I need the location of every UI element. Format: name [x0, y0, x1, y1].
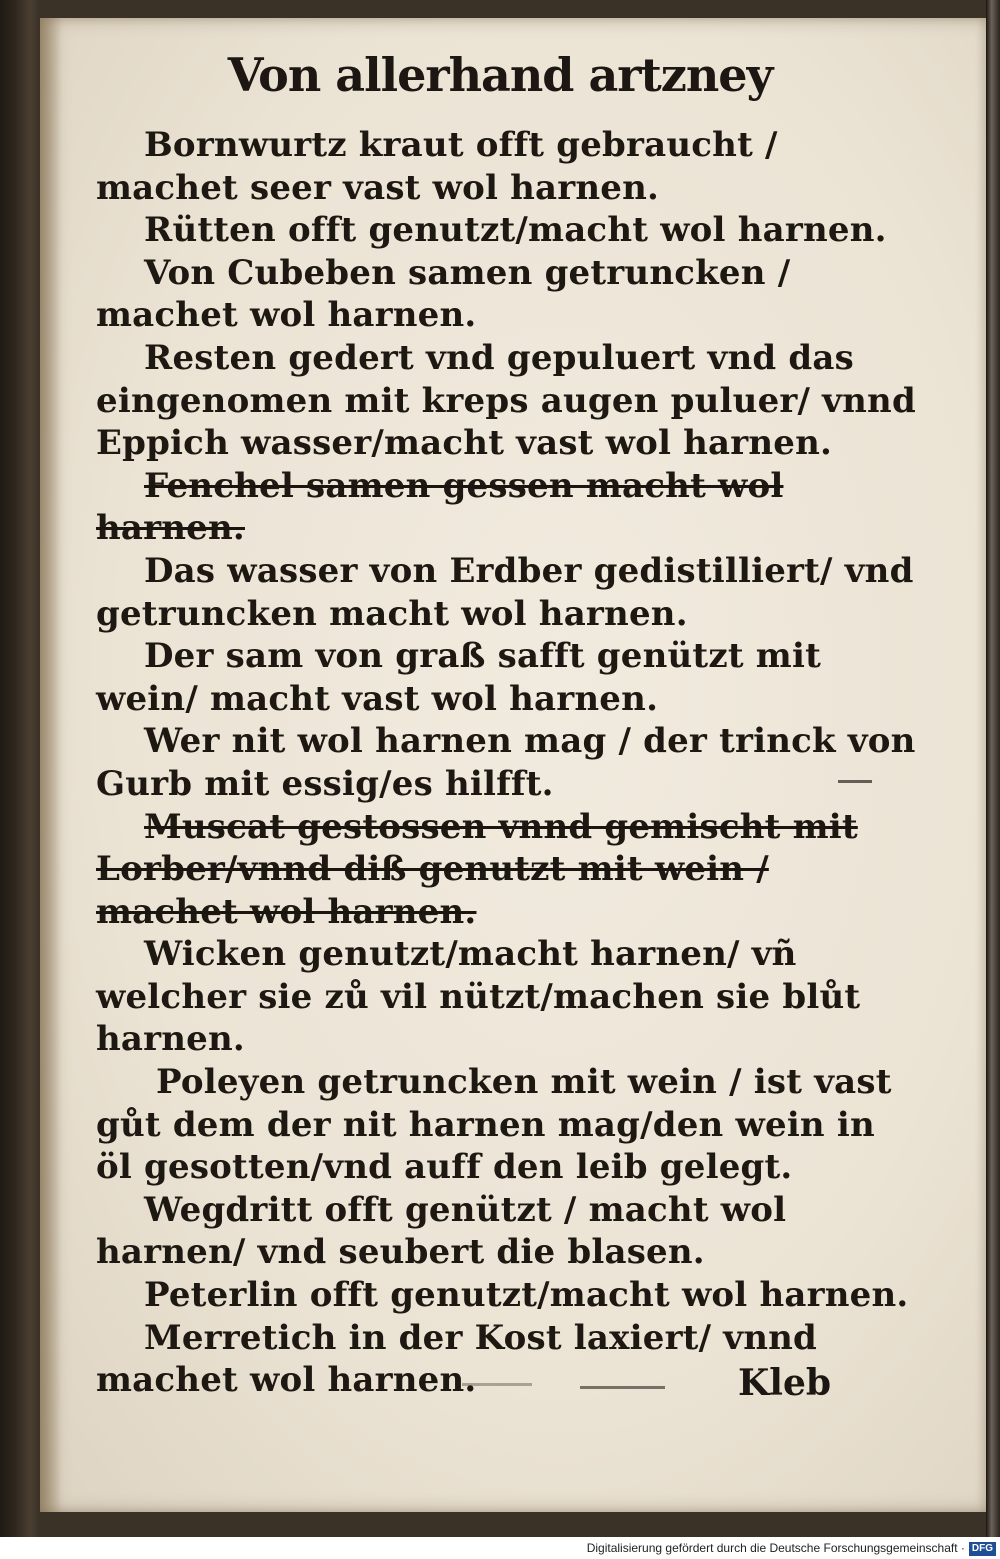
paragraph-bornwurtz: Bornwurtz kraut offt gebraucht / machet seer vast wol harnen. — [96, 125, 778, 208]
paragraph-erdber: Das wasser von Erdber gedistilliert/ vnd getruncken macht wol harnen. — [96, 550, 914, 634]
paragraph-grass: Der sam von graß safft genützt mit wein/ macht vast wol harnen. — [96, 636, 821, 719]
running-header: Von allerhand artzney — [227, 48, 773, 102]
paragraph-peterlin: Peterlin offt genutzt/macht wol harnen. — [144, 1275, 909, 1316]
paragraph-wegdritt: Wegdritt offt genützt / macht wol harnen/ vnd seubert die blasen. — [96, 1189, 787, 1273]
paragraph-rutten: Rütten offt genutzt/macht wol harnen. — [144, 210, 887, 251]
page-edge — [986, 0, 1000, 1537]
dfg-logo: DFG — [969, 1542, 996, 1556]
page-text — [96, 124, 916, 1402]
paragraph-cubeben: Von Cubeben samen getruncken / machet wol harnen. — [96, 252, 791, 336]
ink-mark — [462, 1383, 532, 1386]
paragraph-poleyen: Poleyen getruncken mit wein / ist vast gůt dem der nit harnen mag/den wein in öl gesotten/vnd auff den leib gelegt. — [96, 1062, 892, 1188]
catchword: Kleb — [738, 1362, 832, 1404]
paragraph-wicken: Wicken genutzt/macht harnen/ vñ welcher sie zů vil nützt/machen sie blůt harnen. — [96, 934, 861, 1060]
paragraph-muscat: Muscat gestossen vnnd gemischt mit Lorber/vnnd diß genutzt mit wein / machet wol harnen. — [96, 806, 858, 932]
paragraph-fenchel: Fenchel samen gessen macht wol harnen. — [96, 465, 784, 549]
ink-mark — [838, 780, 872, 783]
footer-text: Digitalisierung gefördert durch die Deutsche Forschungsgemeinschaft · — [586, 1541, 965, 1555]
digitization-footer — [0, 1537, 1000, 1559]
paragraph-resten: Resten gedert vnd gepuluert vnd das eingenomen mit kreps augen puluer/ vnnd Eppich wasser/macht vast wol harnen. — [96, 337, 916, 464]
paragraph-merretich: Merretich in der Kost laxiert/ vnnd machet wol harnen. — [96, 1317, 818, 1401]
ink-mark — [580, 1386, 665, 1389]
paragraph-gurb: Wer nit wol harnen mag / der trinck von Gurb mit essig/es hilfft. — [96, 721, 916, 804]
